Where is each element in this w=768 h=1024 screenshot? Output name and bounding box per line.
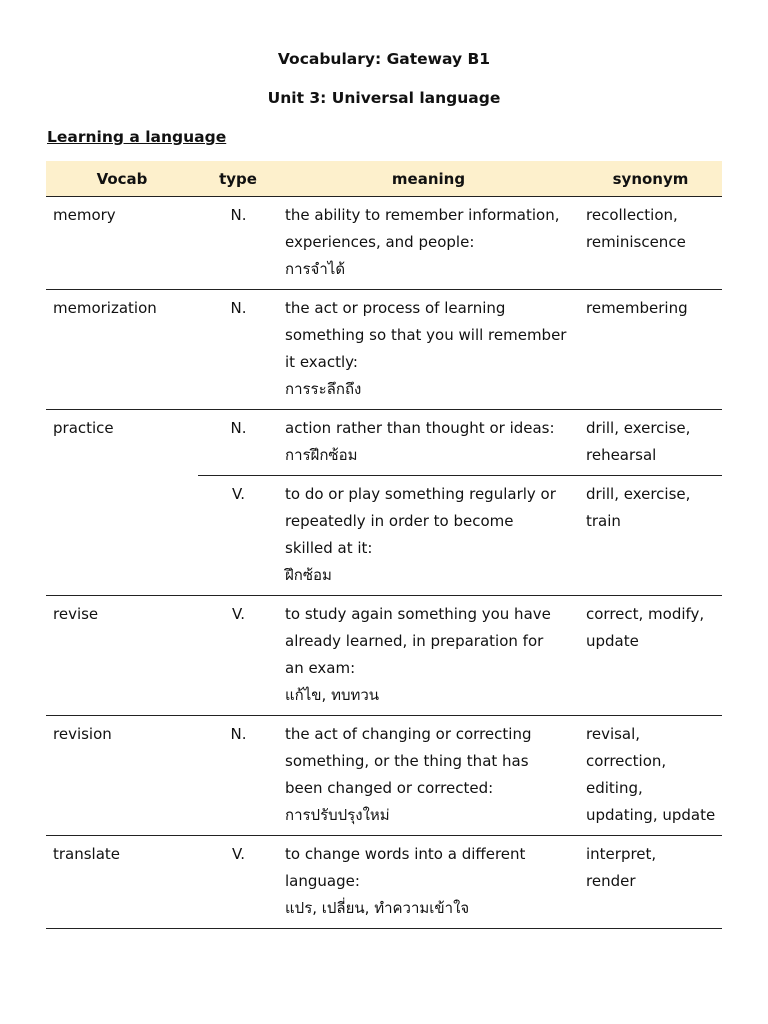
meaning-line: something so that you will remember (285, 326, 567, 344)
vocab-cell: translate (46, 836, 198, 929)
meaning-line: experiences, and people: (285, 233, 475, 251)
synonym-line: drill, exercise, (586, 485, 691, 503)
type-cell: V. (198, 836, 278, 929)
synonym-line: rehearsal (586, 446, 657, 464)
synonym-cell (579, 290, 722, 410)
meaning-line: the ability to remember information, (285, 206, 560, 224)
table-row (46, 290, 722, 410)
table-row (46, 716, 722, 836)
meaning-line: to do or play something regularly or (285, 485, 556, 503)
table-row (46, 596, 722, 716)
synonym-line: render (586, 872, 636, 890)
table-header-row (46, 161, 722, 197)
meaning-line: action rather than thought or ideas: (285, 419, 555, 437)
synonym-line: correct, modify, (586, 605, 705, 623)
table-row (46, 836, 722, 929)
synonym-line: remembering (586, 299, 688, 317)
synonym-line: correction, (586, 752, 667, 770)
header-synonym: synonym (579, 161, 722, 197)
meaning-cell (278, 716, 579, 836)
header-meaning: meaning (278, 161, 579, 197)
meaning-line: แก้ไข, ทบทวน (285, 686, 380, 704)
vocab-cell: revise (46, 596, 198, 716)
synonym-line: updating, update (586, 806, 716, 824)
meaning-line: the act or process of learning (285, 299, 506, 317)
vocab-cell: revision (46, 716, 198, 836)
meaning-line: something, or the thing that has (285, 752, 529, 770)
synonym-cell (579, 836, 722, 929)
synonym-cell (579, 410, 722, 476)
header-vocab: Vocab (46, 161, 198, 197)
type-cell: N. (198, 197, 278, 290)
table-body (46, 197, 722, 929)
unit-title: Unit 3: Universal language (267, 89, 501, 107)
synonym-line: editing, (586, 779, 643, 797)
meaning-line: แปร, เปลี่ยน, ทำความเข้าใจ (285, 899, 470, 917)
synonym-cell (579, 596, 722, 716)
meaning-line: การจำได้ (285, 260, 346, 278)
meaning-line: skilled at it: (285, 539, 373, 557)
meaning-line: การฝึกซ้อม (285, 446, 358, 464)
meaning-line: an exam: (285, 659, 356, 677)
meaning-cell (278, 836, 579, 929)
table-row (46, 197, 722, 290)
meaning-line: ฝึกซ้อม (285, 566, 332, 584)
meaning-cell (278, 197, 579, 290)
synonym-line: update (586, 632, 639, 650)
type-cell: N. (198, 290, 278, 410)
section-heading: Learning a language (47, 128, 227, 146)
meaning-line: การระลึกถึง (285, 380, 362, 398)
vocab-cell: memorization (46, 290, 198, 410)
meaning-line: repeatedly in order to become (285, 512, 514, 530)
meaning-cell (278, 476, 579, 596)
meaning-line: to change words into a different (285, 845, 526, 863)
synonym-line: interpret, (586, 845, 657, 863)
synonym-line: train (586, 512, 621, 530)
meaning-line: to study again something you have (285, 605, 551, 623)
vocabulary-table (46, 161, 722, 929)
header-type: type (198, 161, 278, 197)
type-cell: V. (198, 596, 278, 716)
meaning-line: การปรับปรุงใหม่ (285, 806, 390, 824)
type-cell: N. (198, 410, 278, 476)
meaning-line: language: (285, 872, 360, 890)
meaning-line: the act of changing or correcting (285, 725, 532, 743)
vocab-cell: memory (46, 197, 198, 290)
synonym-line: recollection, (586, 206, 678, 224)
type-cell: N. (198, 716, 278, 836)
meaning-line: been changed or corrected: (285, 779, 494, 797)
vocab-cell: practice (46, 410, 198, 596)
synonym-cell (579, 476, 722, 596)
synonym-cell (579, 197, 722, 290)
meaning-cell (278, 410, 579, 476)
type-cell: V. (198, 476, 278, 596)
meaning-line: already learned, in preparation for (285, 632, 544, 650)
synonym-line: reminiscence (586, 233, 686, 251)
meaning-line: it exactly: (285, 353, 358, 371)
synonym-line: drill, exercise, (586, 419, 691, 437)
synonym-line: revisal, (586, 725, 641, 743)
meaning-cell (278, 290, 579, 410)
synonym-cell (579, 716, 722, 836)
table-row (46, 410, 722, 476)
document-title: Vocabulary: Gateway B1 (277, 50, 491, 68)
meaning-cell (278, 596, 579, 716)
